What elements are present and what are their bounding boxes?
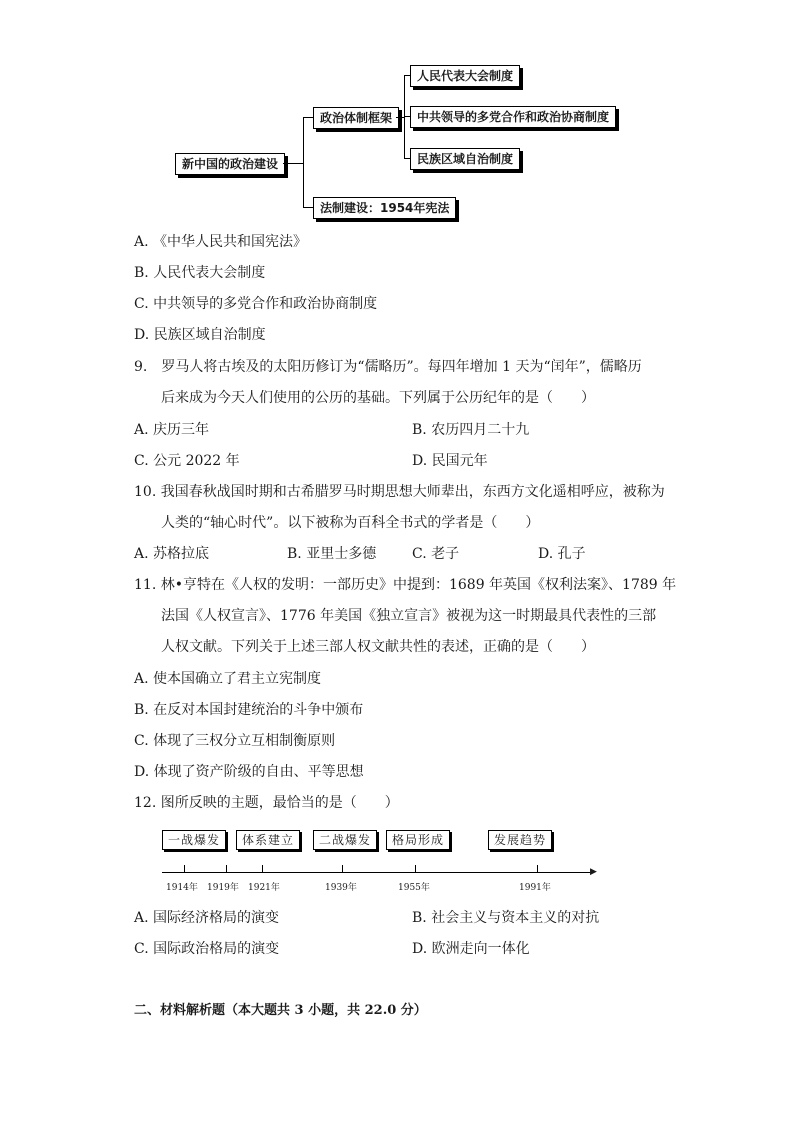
q8-option-b: B. 人民代表大会制度 — [134, 265, 266, 281]
q9-option-d: D. 民国元年 — [412, 453, 488, 469]
diagram-branch-law: 法制建设：1954年宪法 — [313, 197, 456, 219]
q9-stem-line2: 后来成为今天人们使用的公历的基础。下列属于公历纪年的是（ ） — [161, 390, 595, 406]
timeline-label-system: 体系建立 — [236, 830, 300, 850]
diagram-connector — [303, 117, 304, 207]
timeline-axis — [162, 872, 592, 873]
timeline-year-1919: 1919年 — [207, 883, 239, 893]
timeline-tick — [537, 865, 538, 872]
timeline-tick — [226, 865, 227, 872]
timeline-year-1955: 1955年 — [398, 883, 430, 893]
diagram-connector — [303, 117, 313, 118]
q12-option-a: A. 国际经济格局的演变 — [134, 910, 280, 926]
q9-option-b: B. 农历四月二十九 — [412, 422, 530, 438]
timeline-year-1921: 1921年 — [248, 883, 280, 893]
q12-option-d: D. 欧洲走向一体化 — [412, 941, 530, 957]
timeline-tick — [262, 865, 263, 872]
diagram-leaf-cppcc: 中共领导的多党合作和政治协商制度 — [410, 106, 616, 128]
diagram-leaf-ethnic-autonomy: 民族区域自治制度 — [410, 148, 520, 170]
diagram-root-box: 新中国的政治建设 — [175, 153, 285, 175]
diagram-branch-political: 政治体制框架 — [313, 107, 399, 129]
timeline-year-1914: 1914年 — [166, 883, 198, 893]
timeline-year-1991: 1991年 — [519, 883, 551, 893]
q9-option-a: A. 庆历三年 — [134, 422, 210, 438]
q12-option-b: B. 社会主义与资本主义的对抗 — [412, 910, 600, 926]
diagram-connector — [283, 163, 303, 164]
q10-option-a: A. 苏格拉底 — [134, 546, 210, 562]
q11-option-a: A. 使本国确立了君主立宪制度 — [134, 671, 322, 687]
q11-stem-line2: 法国《人权宣言》、1776 年美国《独立宣言》被视为这一时期最具代表性的三部 — [161, 608, 657, 624]
q10-stem-line1: 10. 我国春秋战国时期和古希腊罗马时期思想大师辈出，东西方文化遥相呼应，被称为 — [134, 484, 665, 500]
timeline-tick — [342, 865, 343, 872]
diagram-connector — [396, 117, 404, 118]
q9-option-c: C. 公元 2022 年 — [134, 453, 240, 469]
section-heading: 二、材料解析题（本大题共 3 小题，共 22.0 分） — [134, 1003, 427, 1018]
timeline-tick — [415, 865, 416, 872]
diagram-leaf-npc: 人民代表大会制度 — [410, 65, 520, 87]
q11-option-b: B. 在反对本国封建统治的斗争中颁布 — [134, 702, 364, 718]
q10-option-d: D. 孔子 — [538, 546, 586, 562]
q11-stem-line3: 人权文献。下列关于上述三部人权文献共性的表述，正确的是（ ） — [161, 639, 595, 655]
timeline-label-trend: 发展趋势 — [488, 830, 552, 850]
q12-stem: 12. 图所反映的主题，最恰当的是（ ） — [134, 795, 399, 811]
q11-stem-line1: 11. 林•亨特在《人权的发明：一部历史》中提到：1689 年英国《权利法案》、1789 年 — [134, 577, 677, 593]
diagram-connector — [303, 207, 313, 208]
q10-stem-line2: 人类的“轴心时代”。以下被称为百科全书式的学者是（ ） — [161, 515, 540, 531]
q10-option-c: C. 老子 — [412, 546, 460, 562]
timeline-tick — [184, 865, 185, 872]
timeline-label-pattern: 格局形成 — [386, 830, 450, 850]
q11-option-c: C. 体现了三权分立互相制衡原则 — [134, 733, 336, 749]
q8-option-c: C. 中共领导的多党合作和政治协商制度 — [134, 296, 378, 312]
q8-option-a: A. 《中华人民共和国宪法》 — [134, 234, 308, 250]
q8-option-d: D. 民族区域自治制度 — [134, 327, 266, 343]
timeline-year-1939: 1939年 — [325, 883, 357, 893]
q9-stem-line1: 9. 罗马人将古埃及的太阳历修订为“儒略历”。每四年增加 1 天为“闰年”，儒略历 — [134, 359, 642, 375]
q12-option-c: C. 国际政治格局的演变 — [134, 941, 280, 957]
timeline-arrow: ▶ — [590, 867, 597, 877]
timeline-label-ww2: 二战爆发 — [313, 830, 377, 850]
q11-option-d: D. 体现了资产阶级的自由、平等思想 — [134, 764, 364, 780]
timeline-label-ww1: 一战爆发 — [162, 830, 226, 850]
q10-option-b: B. 亚里士多德 — [287, 546, 377, 562]
